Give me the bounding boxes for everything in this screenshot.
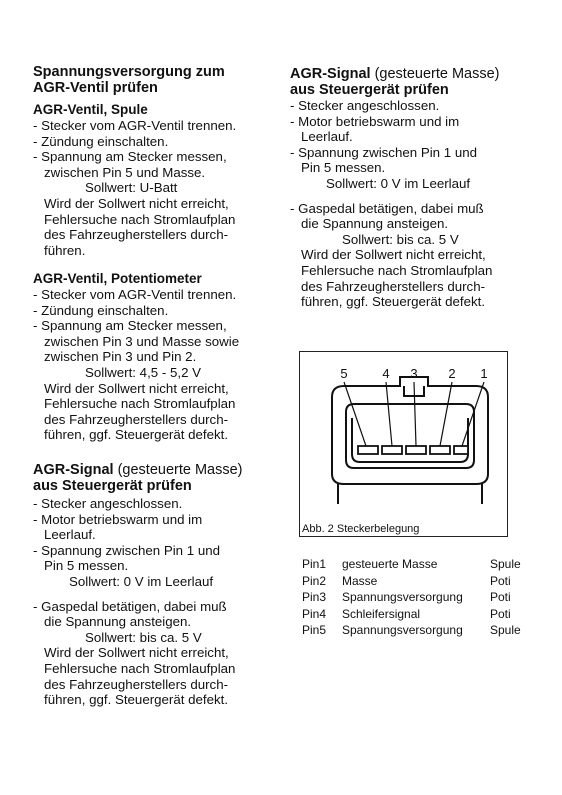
instruction-line: Leerlauf. (301, 129, 353, 145)
instruction-line: des Fahrzeugherstellers durch- (44, 411, 229, 427)
instruction-line: Fehlersuche nach Stromlaufplan (44, 211, 236, 227)
spule-instructions (33, 118, 278, 258)
instruction-line: Wird der Sollwert nicht erreicht, (44, 645, 229, 661)
pin-slot-1 (454, 446, 468, 454)
instruction-line: führen, ggf. Steuergerät defekt. (301, 294, 486, 310)
pin-cell: Pin5 (302, 623, 327, 637)
instruction-line: Fehlersuche nach Stromlaufplan (44, 660, 236, 676)
instruction-line: Fehlersuche nach Stromlaufplan (44, 396, 236, 412)
instruction-line: Leerlauf. (44, 527, 96, 543)
component-cell: Spule (490, 623, 521, 637)
instruction-line: - Spannung am Stecker messen, (33, 318, 227, 334)
instruction-line: - Spannung am Stecker messen, (33, 149, 227, 165)
pin-slot-5 (358, 446, 378, 454)
instruction-line: des Fahrzeugherstellers durch- (44, 676, 229, 692)
section-title-agr-signal-right: AGR-Signal (gesteuerte Masse) aus Steuergerät prüfen (290, 66, 500, 98)
sollwert-line: Sollwert: 4,5 - 5,2 V (85, 364, 202, 380)
instruction-line: zwischen Pin 3 und Pin 2. (44, 349, 197, 365)
pin-assignment-table (302, 556, 532, 639)
instruction-line: die Spannung ansteigen. (44, 614, 192, 630)
agr-signal-instructions-right (290, 98, 545, 310)
section-title-agr-signal-left: AGR-Signal (gesteuerte Masse) aus Steuergerät prüfen (33, 462, 243, 494)
subheading-agr-ventil-potentiometer: AGR-Ventil, Potentiometer (33, 271, 202, 286)
instruction-line: die Spannung ansteigen. (301, 216, 449, 232)
instruction-line: - Spannung zwischen Pin 1 und (33, 542, 221, 558)
leader-line-2 (440, 382, 452, 446)
connector-figure (299, 351, 508, 537)
component-cell: Spule (490, 557, 521, 571)
pin-slot-4 (382, 446, 402, 454)
instruction-line: Pin 5 messen. (301, 160, 386, 176)
sollwert-line: Sollwert: U-Batt (85, 180, 178, 196)
table-row (302, 622, 532, 639)
section-title-spannungsversorgung: Spannungsversorgung zum AGR-Ventil prüfen (33, 64, 225, 96)
table-row (302, 606, 532, 623)
instruction-line: führen, ggf. Steuergerät defekt. (44, 692, 229, 708)
signal-cell: gesteuerte Masse (342, 557, 438, 571)
instruction-line: des Fahrzeugherstellers durch- (44, 227, 229, 243)
connector-skirt (338, 484, 482, 504)
instruction-line: - Zündung einschalten. (33, 133, 169, 149)
instruction-line: führen, ggf. Steuergerät defekt. (44, 427, 229, 443)
component-cell: Poti (490, 573, 511, 588)
instruction-line: zwischen Pin 3 und Masse sowie (44, 333, 240, 349)
sollwert-line: Sollwert: 0 V im Leerlauf (69, 573, 214, 589)
sollwert-line: Sollwert: bis ca. 5 V (85, 629, 202, 645)
subheading-agr-ventil-spule: AGR-Ventil, Spule (33, 102, 148, 117)
pin-number-label: 1 (480, 366, 488, 381)
component-cell: Poti (490, 590, 511, 604)
instruction-line: des Fahrzeugherstellers durch- (301, 278, 486, 294)
agr-signal-instructions-left (33, 496, 278, 708)
leader-line-4 (386, 382, 392, 446)
instruction-line: Pin 5 messen. (44, 558, 129, 574)
instruction-line: - Gaspedal betätigen, dabei muß (33, 598, 227, 614)
figure-caption: Abb. 2 Steckerbelegung (302, 523, 420, 535)
table-row (302, 573, 532, 590)
instruction-line: - Spannung zwischen Pin 1 und (290, 144, 478, 160)
instruction-line: Wird der Sollwert nicht erreicht, (44, 380, 229, 396)
instruction-line: - Motor betriebswarm und im (290, 113, 460, 129)
signal-cell: Schleifersignal (342, 606, 421, 621)
instruction-line: - Gaspedal betätigen, dabei muß (290, 200, 484, 216)
pin-number-label: 3 (410, 366, 418, 381)
pin-slot-2 (430, 446, 450, 454)
signal-cell: Masse (342, 573, 378, 588)
instruction-line: - Stecker angeschlossen. (290, 98, 440, 113)
connector-recess (346, 404, 474, 468)
pin-number-label: 2 (448, 366, 456, 381)
sollwert-line: Sollwert: 0 V im Leerlauf (326, 175, 471, 191)
pin-cell: Pin4 (302, 606, 327, 621)
table-row (302, 589, 532, 606)
instruction-line: - Zündung einschalten. (33, 302, 169, 318)
instruction-line: - Motor betriebswarm und im (33, 511, 203, 527)
signal-cell: Spannungsversorgung (342, 623, 463, 637)
pin-slot-3 (406, 446, 426, 454)
pin-cell: Pin3 (302, 590, 327, 604)
leader-line-3 (414, 382, 416, 446)
pin-number-label: 5 (340, 366, 348, 381)
pin-cell: Pin1 (302, 557, 327, 571)
instruction-line: Wird der Sollwert nicht erreicht, (301, 247, 486, 263)
instruction-line: - Stecker angeschlossen. (33, 496, 183, 511)
instruction-line: - Stecker vom AGR-Ventil trennen. (33, 118, 237, 133)
instruction-line: - Stecker vom AGR-Ventil trennen. (33, 287, 237, 302)
connector-inner-wall (352, 418, 468, 462)
sollwert-line: Sollwert: bis ca. 5 V (342, 231, 459, 247)
instruction-line: führen. (44, 242, 86, 258)
instruction-line: Wird der Sollwert nicht erreicht, (44, 195, 229, 211)
signal-cell: Spannungsversorgung (342, 590, 463, 604)
component-cell: Poti (490, 606, 511, 621)
pin-cell: Pin2 (302, 573, 327, 588)
potentiometer-instructions (33, 287, 278, 443)
instruction-line: Fehlersuche nach Stromlaufplan (301, 262, 493, 278)
pin-number-label: 4 (382, 366, 390, 381)
instruction-line: zwischen Pin 5 und Masse. (44, 164, 206, 180)
leader-line-5 (344, 382, 366, 446)
connector-diagram (300, 352, 506, 535)
table-row (302, 556, 532, 573)
